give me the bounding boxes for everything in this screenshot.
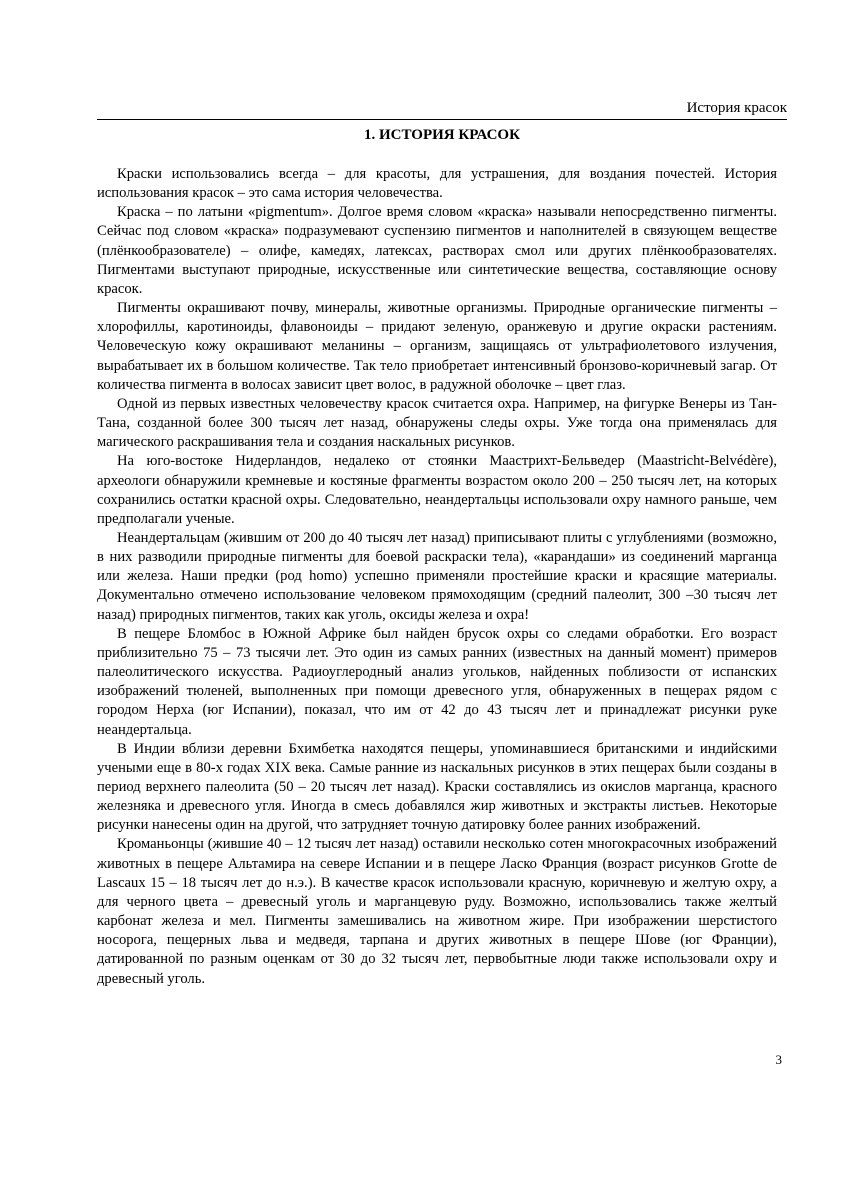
running-header <box>97 97 787 120</box>
paragraph: На юго-востоке Нидерландов, недалеко от стоянки Маастрихт-Бельведер (Maastricht-Belvédère), археологи обнаружили кремневые и костяные фрагменты возрастом около 200 – 250 тысяч лет, на которых сохранились остатки красной охры. Следовательно, неандертальцы использовали охру намного раньше, чем предполагали ученые. <box>97 453 777 527</box>
paragraph: Неандертальцам (жившим от 200 до 40 тысяч лет назад) приписывают плиты с углублениями (возможно, в них разводили природные пигменты для боевой раскраски тела), «карандаши» из соединений марганца или железа. Наши предки (род homo) успешно применяли простейшие краски и красящие материалы. Документально отмечено использование человеком прямоходящим (средний палеолит, 300 –30 тысяч лет назад) природных пигментов, таких как уголь, оксиды железа и охра! <box>97 529 777 623</box>
paragraph: Одной из первых известных человечеству красок считается охра. Например, на фигурке Венеры из Тан-Тана, созданной более 300 тысяч лет назад, обнаружены следы охры. Уже тогда она применялась для магического раскрашивания тела и создания наскальных рисунков. <box>97 395 777 451</box>
paragraph: В Индии вблизи деревни Бхимбетка находятся пещеры, упоминавшиеся британскими и индийскими учеными еще в 80-х годах XIX века. Самые ранние из наскальных рисунков в этих пещерах были созданы в период верхнего палеолита (50 – 20 тысяч лет назад). Краски составлялись из окислов марганца, красного железняка и древесного угля. Иногда в смесь добавлялся жир животных и экстракты листьев. Некоторые рисунки нанесены один на другой, что затрудняет точную датировку более ранних изображений. <box>97 740 777 834</box>
paragraph: Краски использовались всегда – для красоты, для устрашения, для воздания почестей. История использования красок – это сама история человечества. <box>97 166 777 202</box>
running-header-title: История красок <box>686 100 787 116</box>
body-text <box>97 165 777 989</box>
paragraph: Пигменты окрашивают почву, минералы, животные организмы. Природные органические пигменты – хлорофиллы, каротиноиды, флавоноиды – придают зеленую, оранжевую и другие окраски растениям. Человеческую кожу окрашивают меланины – организм, защищаясь от ультрафиолетового излучения, вырабатывает их в большом количестве. Так тело приобретает интенсивный бронзово-коричневый загар. От количества пигмента в волосах зависит цвет волос, в радужной оболочке – цвет глаз. <box>97 300 777 393</box>
paragraph: Краска – по латыни «pigmentum». Долгое время словом «краска» называли непосредственно пигменты. Сейчас под словом «краска» подразумевают суспензию пигментов и наполнителей в связующем веществе (плёнкообразователе) – олифе, камедях, латексах, растворах смол или других плёнкообразователях. Пигментами выступают природные, искусственные или синтетические вещества, составляющие основу красок. <box>97 204 777 297</box>
chapter-title: 1. ИСТОРИЯ КРАСОК <box>364 127 520 143</box>
paragraph: Кроманьонцы (жившие 40 – 12 тысяч лет назад) оставили несколько сотен многокрасочных изображений животных в пещере Альтамира на севере Испании и в пещере Ласко Франция (возраст рисунков Grotte de Lascaux 15 – 18 тысяч лет до н.э.). В качестве красок использовали красную, коричневую и желтую охру, а для черного цвета – древесный уголь и марганцевую руду. Возможно, использовались также желтый карбонат железа и мел. Пигменты замешивались на животном жире. При изображении шерстистого носорога, пещерных льва и медведя, тарпана и других животных в пещере Шове (юг Франции), датированной по разным оценкам от 30 до 32 тысяч лет, первобытные люди также использовали охру и древесный уголь. <box>97 836 777 987</box>
paragraph: В пещере Бломбос в Южной Африке был найден брусок охры со следами обработки. Его возраст приблизительно 75 – 73 тысячи лет. Это один из самых ранних (известных на данный момент) примеров палеолитического искусства. Радиоуглеродный анализ угольков, найденных поблизости от испанских изображений тюленей, выполненных при помощи древесного угля, обнаруженных в пещерах рядом с городом Нерха (юг Испании), показал, что им от 42 до 43 тысяч лет и принадлежат рисунки руке неандертальца. <box>97 625 777 738</box>
page-number: 3 <box>775 1052 782 1067</box>
